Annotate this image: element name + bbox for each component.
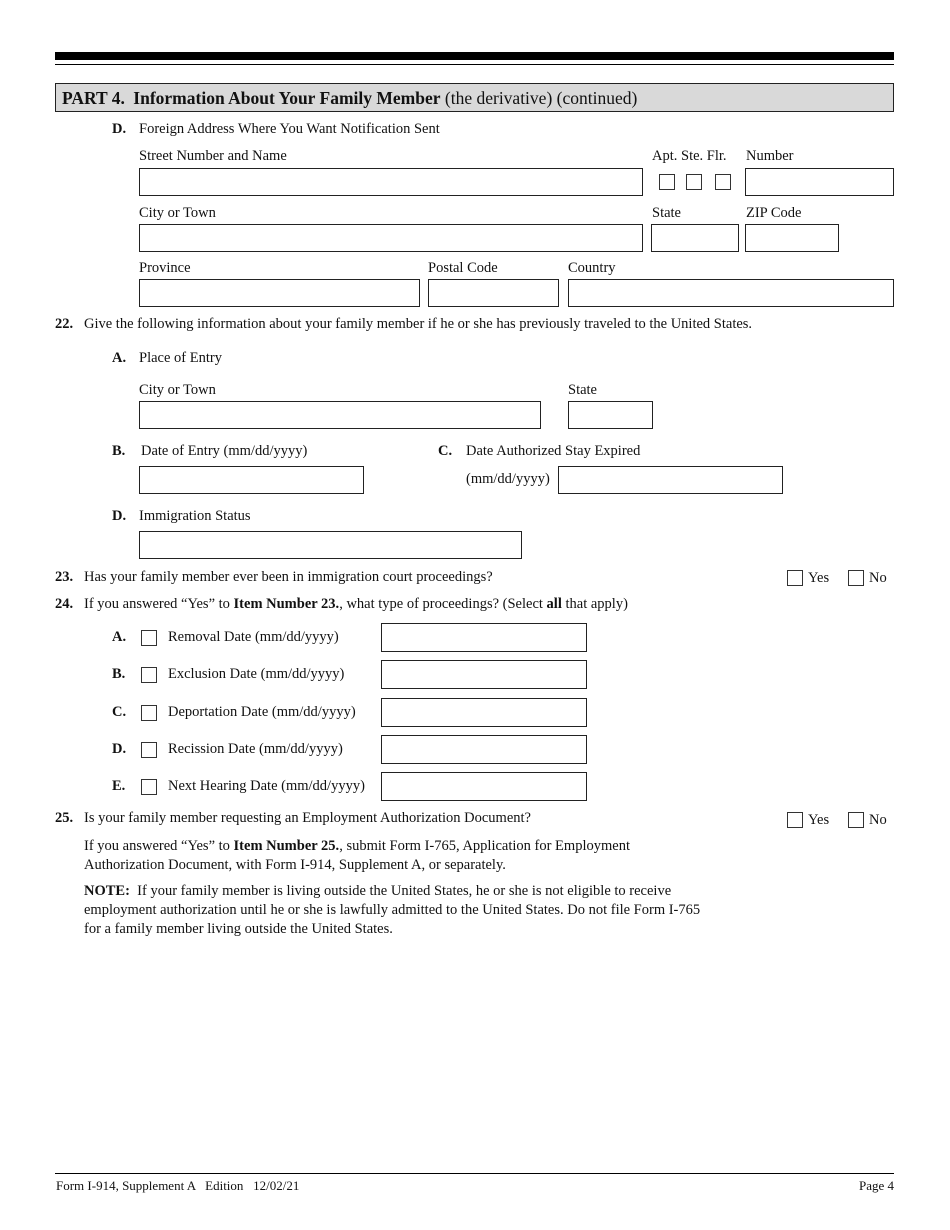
item-22-question: Give the following information about your family member if he or she has previously traveled to the United States. [84,316,753,332]
ste-checkbox[interactable] [686,174,702,190]
item-25-question: Is your family member requesting an Employment Authorization Document? [84,810,531,826]
recission-label: Recission Date (mm/dd/yyyy) [168,741,343,757]
item-25-note: NOTE: If your family member is living outside the United States, he or she is not eligible to receive employment authorization until he or she is lawfully admitted to the United States. Do not file Form I-765 for a family member living outside the United States. [84,883,701,937]
exclusion-label: Exclusion Date (mm/dd/yyyy) [168,666,345,682]
item-25-no-label: No [869,812,887,828]
entry-city-label: City or Town [139,382,216,398]
item-22-number: 22. [55,316,74,332]
immigration-status-input[interactable] [139,531,522,559]
state-label: State [652,205,681,221]
top-thin-rule [55,64,894,65]
part-title: Information About Your Family Member [133,88,441,108]
deportation-label: Deportation Date (mm/dd/yyyy) [168,704,356,720]
next-hearing-checkbox[interactable] [141,779,157,795]
zip-label: ZIP Code [746,205,802,221]
part-header [55,83,894,112]
flr-checkbox[interactable] [715,174,731,190]
item-24a-letter: A. [112,629,127,645]
part-label: PART 4. [62,88,125,108]
removal-date-input[interactable] [381,623,587,652]
deportation-date-input[interactable] [381,698,587,727]
footer-rule [55,1173,894,1174]
zip-input[interactable] [745,224,839,252]
item-24-question: If you answered “Yes” to Item Number 23., what type of proceedings? (Select all that apply) [84,596,628,612]
part-subtitle: (the derivative) (continued) [444,88,638,108]
date-of-entry-input[interactable] [139,466,364,494]
item-25-number: 25. [55,810,74,826]
item-24d-letter: D. [112,741,127,757]
next-hearing-date-input[interactable] [381,772,587,801]
city-input[interactable] [139,224,643,252]
next-hearing-label: Next Hearing Date (mm/dd/yyyy) [168,778,365,794]
street-label: Street Number and Name [139,148,287,164]
recission-checkbox[interactable] [141,742,157,758]
item-23-number: 23. [55,569,74,585]
entry-city-input[interactable] [139,401,541,429]
item-22d-letter: D. [112,508,127,524]
apt-ste-flr-label: Apt. Ste. Flr. [652,148,727,164]
item-23-yes-checkbox[interactable] [787,570,803,586]
postal-code-input[interactable] [428,279,559,307]
stay-expired-input[interactable] [558,466,783,494]
apt-checkbox[interactable] [659,174,675,190]
item-25-yes-checkbox[interactable] [787,812,803,828]
footer-page-number: Page 4 [858,1178,894,1193]
item-25-no-checkbox[interactable] [848,812,864,828]
item-25-yes-label: Yes [808,812,830,828]
item-24-number: 24. [55,596,74,612]
item-22b-letter: B. [112,443,126,459]
item-21d-letter: D. [112,121,127,137]
street-input[interactable] [139,168,643,196]
item-21d-title: Foreign Address Where You Want Notification Sent [139,121,440,137]
entry-state-input[interactable] [568,401,653,429]
item-22a-letter: A. [112,350,127,366]
item-23-no-checkbox[interactable] [848,570,864,586]
item-25-instructions: If you answered “Yes” to Item Number 25., submit Form I-765, Application for Employment Authorization Document, with Form I-914, Supplement A, or separately. [84,838,630,873]
stay-expired-label: Date Authorized Stay Expired [466,443,641,459]
removal-label: Removal Date (mm/dd/yyyy) [168,629,339,645]
item-23-yes-label: Yes [808,570,830,586]
date-of-entry-label: Date of Entry (mm/dd/yyyy) [141,443,308,459]
removal-checkbox[interactable] [141,630,157,646]
immigration-status-label: Immigration Status [139,508,251,524]
footer-form-id: Form I-914, Supplement A Edition 12/02/21 [56,1178,300,1193]
item-23-question: Has your family member ever been in immigration court proceedings? [84,569,493,585]
item-24e-letter: E. [112,778,126,794]
state-input[interactable] [651,224,739,252]
entry-state-label: State [568,382,597,398]
postal-code-label: Postal Code [428,260,498,276]
item-24c-letter: C. [112,704,127,720]
number-label: Number [746,148,794,164]
apt-number-input[interactable] [745,168,894,196]
item-24b-letter: B. [112,666,126,682]
item-22c-letter: C. [438,443,453,459]
country-input[interactable] [568,279,894,307]
item-22a-title: Place of Entry [139,350,222,366]
recission-date-input[interactable] [381,735,587,764]
city-label: City or Town [139,205,216,221]
stay-expired-format: (mm/dd/yyyy) [466,471,550,487]
deportation-checkbox[interactable] [141,705,157,721]
province-label: Province [139,260,191,276]
item-23-no-label: No [869,570,887,586]
exclusion-date-input[interactable] [381,660,587,689]
province-input[interactable] [139,279,420,307]
exclusion-checkbox[interactable] [141,667,157,683]
country-label: Country [568,260,616,276]
top-thick-rule [55,52,894,60]
